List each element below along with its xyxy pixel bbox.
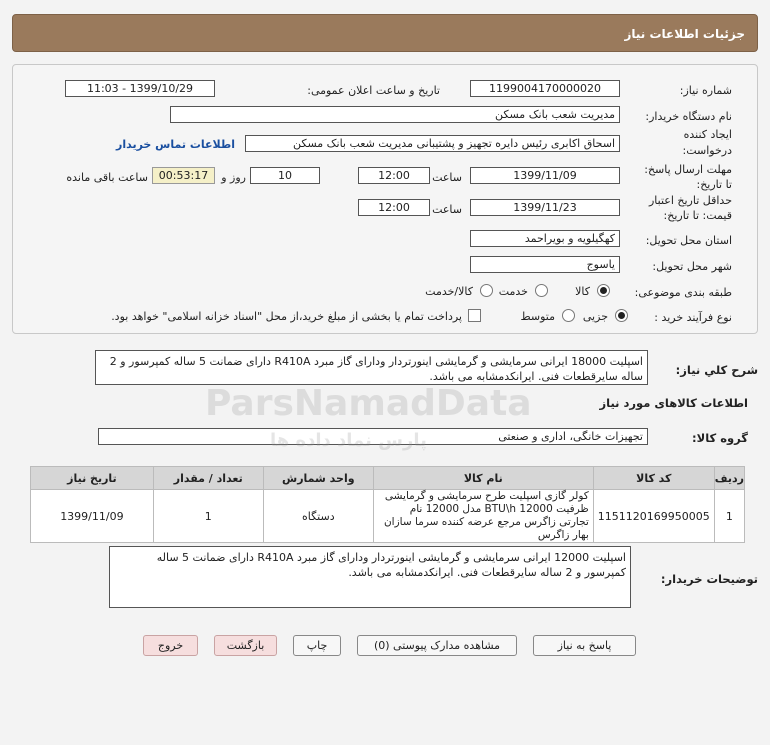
buyer-notes-box: اسپلیت 12000 ایرانی سرمایشی و گرمایشی اینورتردار ودارای گاز مبرد R410A دارای ضمانت 5 ساله کمپرسور و 2 ساله سایرقطعات فنی. ایرانکدمشابه می باشد.: [109, 546, 631, 608]
purchase-option-minor: جزیی: [582, 310, 608, 323]
purchase-type-label: نوع فرآیند خرید :: [654, 311, 732, 324]
province-label: استان محل تحویل:: [645, 234, 732, 247]
reply-date-field: 1399/11/09: [470, 167, 620, 184]
buyer-notes-label: توضیحات خریدار:: [660, 572, 758, 586]
announce-label: تاریخ و ساعت اعلان عمومی:: [307, 84, 440, 97]
purchase-radio-medium[interactable]: [562, 309, 575, 322]
cell-qty: 1: [153, 490, 263, 543]
reply-time-label: ساعت: [432, 171, 462, 184]
category-option-goods-service: کالا/خدمت: [425, 285, 473, 298]
contact-info-link[interactable]: اطلاعات تماس خریدار: [115, 138, 235, 151]
need-number-label: شماره نیاز:: [679, 84, 732, 97]
city-field: یاسوج: [470, 256, 620, 273]
page-title: جزئیات اطلاعات نیاز: [624, 27, 745, 41]
goods-group-label: گروه کالا:: [692, 431, 748, 445]
creator-label-2: درخواست:: [682, 144, 732, 157]
treasury-payment-note: پرداخت تمام یا بخشی از مبلغ خرید،از محل "اسناد خزانه اسلامی" خواهد بود.: [111, 310, 462, 323]
reply-time-field: 12:00: [358, 167, 430, 184]
col-row: ردیف: [714, 467, 744, 490]
purchase-radio-minor[interactable]: [615, 309, 628, 322]
validity-time-field: 12:00: [358, 199, 430, 216]
summary-box: اسپلیت 18000 ایرانی سرمایشی و گرمایشی اینورتردار ودارای گاز مبرد R410A دارای ضمانت 5 ساله کمپرسور و 2 ساله سایرقطعات فنی. ایرانکدمشابه می باشد.: [95, 350, 648, 385]
category-option-service: خدمت: [498, 285, 528, 298]
exit-button[interactable]: خروج: [143, 635, 198, 656]
days-field: 10: [250, 167, 320, 184]
announce-field: 1399/10/29 - 11:03: [65, 80, 215, 97]
buyer-org-field: مدیریت شعب بانک مسکن: [170, 106, 620, 123]
days-label: روز و: [221, 171, 246, 184]
purchase-option-medium: متوسط: [520, 310, 555, 323]
cell-name: کولر گازی اسپلیت طرح سرمایشی و گرمایشی ظرفیت 12000 BTU\h مدل 12000 نام تجارتی زاگرس مرجع عرضه کننده سرما سازان بهار زاگرس: [373, 490, 593, 543]
goods-table-header: [31, 467, 745, 490]
col-unit: واحد شمارش: [263, 467, 373, 490]
col-qty: تعداد / مقدار: [153, 467, 263, 490]
category-radio-service[interactable]: [535, 284, 548, 297]
validity-time-label: ساعت: [432, 203, 462, 216]
creator-label-1: ایجاد کننده: [683, 128, 732, 141]
cell-date: 1399/11/09: [31, 490, 154, 543]
cell-row: 1: [714, 490, 744, 543]
reply-deadline-label-1: مهلت ارسال پاسخ:: [644, 163, 732, 176]
treasury-payment-checkbox[interactable]: [468, 309, 481, 322]
watermark-persian: پارس نماد داده ها: [270, 430, 427, 451]
reply-deadline-label-2: تا تاریخ:: [696, 178, 732, 191]
city-label: شهر محل تحویل:: [652, 260, 732, 273]
back-button[interactable]: بازگشت: [214, 635, 277, 656]
col-name: نام کالا: [373, 467, 593, 490]
remaining-time-field: 00:53:17: [152, 167, 215, 184]
watermark-brand: ParsNamadData: [205, 383, 532, 424]
creator-field: اسحاق اکابری رئیس دایره تجهیز و پشتیبانی مدیریت شعب بانک مسکن: [245, 135, 620, 152]
print-button[interactable]: چاپ: [293, 635, 341, 656]
remaining-time-label: ساعت باقی مانده: [66, 171, 148, 184]
goods-table-wrapper: [30, 466, 745, 543]
validity-label-1: حداقل تاریخ اعتبار: [648, 194, 732, 207]
validity-date-field: 1399/11/23: [470, 199, 620, 216]
cell-unit: دستگاه: [263, 490, 373, 543]
attachments-button[interactable]: مشاهده مدارک پیوستی (0): [357, 635, 517, 656]
col-code: کد کالا: [593, 467, 714, 490]
category-radio-goods[interactable]: [597, 284, 610, 297]
province-field: کهگیلویه و بویراحمد: [470, 230, 620, 247]
buyer-org-label: نام دستگاه خریدار:: [645, 110, 732, 123]
category-label: طبقه بندی موضوعی:: [634, 286, 732, 299]
goods-group-field: تجهیزات خانگی، اداری و صنعتی: [98, 428, 648, 445]
need-number-field: 1199004170000020: [470, 80, 620, 97]
summary-label: شرح كلي نياز:: [675, 363, 758, 377]
reply-button[interactable]: پاسخ به نیاز: [533, 635, 636, 656]
table-row[interactable]: [31, 490, 745, 543]
goods-section-title: اطلاعات کالاهای مورد نیاز: [599, 396, 748, 410]
validity-label-2: قیمت: تا تاریخ:: [663, 209, 732, 222]
goods-table: [30, 466, 745, 543]
page-header: [12, 14, 758, 52]
col-date: تاریخ نیاز: [31, 467, 154, 490]
category-radio-goods-service[interactable]: [480, 284, 493, 297]
category-option-goods: کالا: [575, 285, 590, 298]
cell-code: 1151120169950005: [593, 490, 714, 543]
